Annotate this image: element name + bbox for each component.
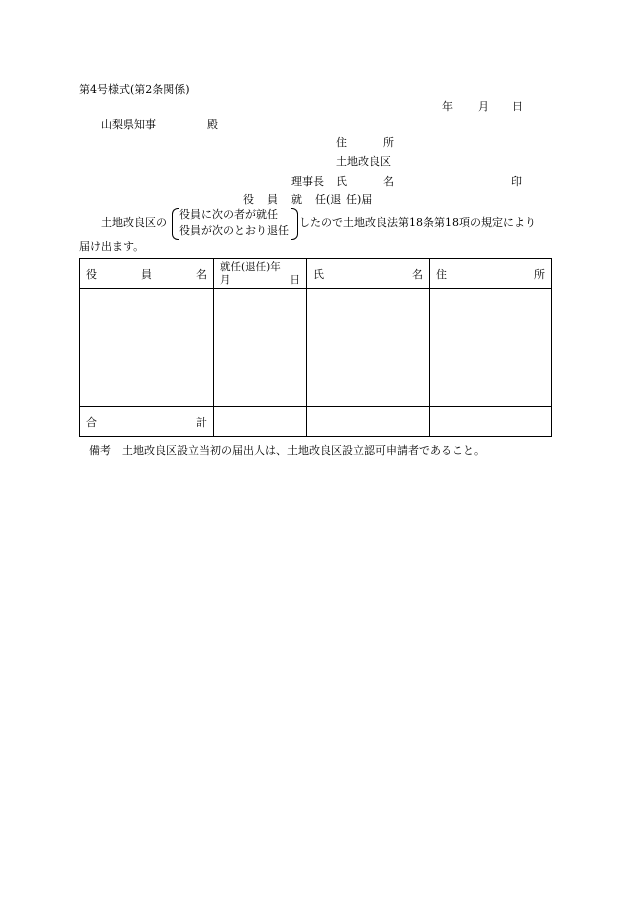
table-header-row: [80, 259, 552, 289]
right-brace: [291, 208, 298, 240]
cell-officer-name: [80, 289, 214, 407]
total-label-2: 計: [196, 415, 207, 429]
total-label-cell: [80, 407, 214, 437]
header-tenure-month: 月: [220, 273, 231, 286]
addressee-name: 山梨県知事: [101, 118, 156, 131]
header-tenure-day: 日: [289, 273, 300, 286]
addressee-honorific: 殿: [207, 118, 218, 131]
total-cell-address: [430, 407, 552, 437]
form-number: 第4号様式(第2条関係): [79, 83, 190, 96]
header-person-name-1: 氏: [313, 267, 324, 281]
header-address-1: 住: [436, 267, 447, 281]
title-part-1: 役: [243, 193, 254, 206]
title-part-4: 任(退: [315, 193, 342, 206]
officers-table: [79, 258, 552, 437]
header-address-2: 所: [534, 267, 545, 281]
seal-label: 印: [511, 175, 522, 188]
day-label: 日: [512, 100, 523, 113]
header-address: [430, 259, 552, 289]
name-label-1: 氏: [336, 175, 347, 188]
total-label-1: 合: [86, 415, 97, 429]
district-label: 土地改良区: [336, 155, 391, 168]
address-label-1: 住: [336, 136, 347, 149]
chair-title: 理事長: [291, 175, 324, 188]
name-label-2: 名: [383, 175, 394, 188]
header-officer-name-3: 名: [196, 267, 207, 281]
cell-tenure-date: [214, 289, 307, 407]
header-officer-name-2: 員: [141, 267, 152, 281]
total-cell-name: [307, 407, 430, 437]
header-officer-name-1: 役: [86, 267, 97, 281]
header-tenure-line-1: 就任(退任)年: [220, 260, 281, 273]
table-total-row: [80, 407, 552, 437]
address-label-2: 所: [383, 136, 394, 149]
title-part-3: 就: [291, 193, 302, 206]
header-officer-name: [80, 259, 214, 289]
cell-person-name: [307, 289, 430, 407]
year-label: 年: [442, 100, 453, 113]
body-lead: 土地改良区の: [101, 216, 167, 229]
remarks: 備考 土地改良区設立当初の届出人は、土地改良区設立認可申請者であること。: [89, 444, 485, 457]
cell-address: [430, 289, 552, 407]
header-person-name-2: 名: [412, 267, 423, 281]
title-part-5: 任)届: [346, 193, 373, 206]
body-option-2: 役員が次のとおり退任: [179, 224, 289, 237]
header-person-name: [307, 259, 430, 289]
month-label: 月: [478, 100, 489, 113]
body-tail: したので土地改良法第18条第18項の規定により: [299, 216, 536, 229]
title-part-2: 員: [267, 193, 278, 206]
left-brace: [172, 208, 179, 240]
total-cell-tenure: [214, 407, 307, 437]
header-tenure-date: [214, 259, 307, 289]
table-row: [80, 289, 552, 407]
body-line-2: 届け出ます。: [79, 240, 145, 253]
body-option-1: 役員に次の者が就任: [179, 208, 278, 221]
